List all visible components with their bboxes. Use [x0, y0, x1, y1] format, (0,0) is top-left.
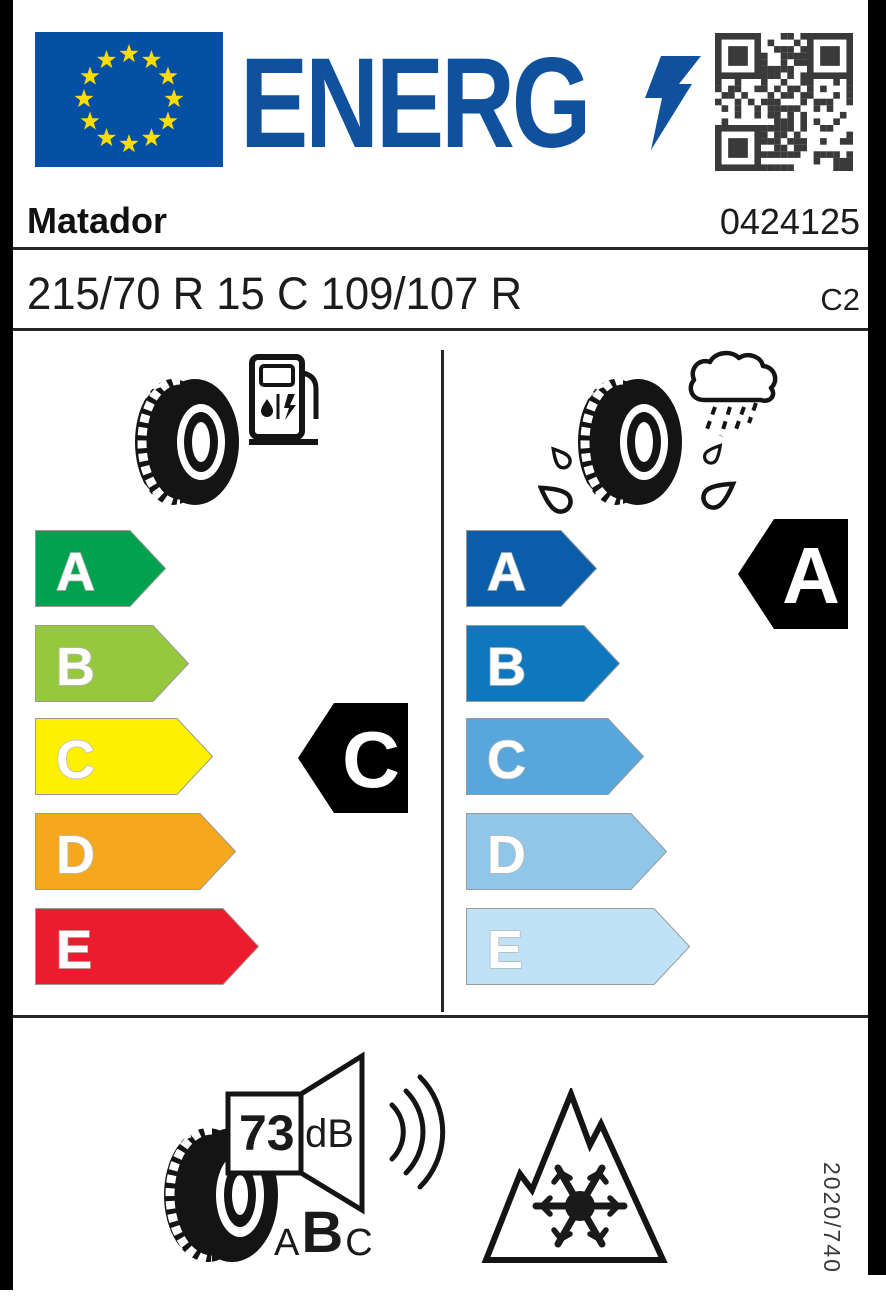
regulation-number: 2020/740	[819, 1162, 845, 1274]
fuel-grade-arrow-b	[35, 625, 189, 702]
wet-grade-label-c: C	[487, 730, 526, 790]
speaker-noise-icon	[225, 1050, 470, 1215]
fuel-rating-indicator	[297, 702, 409, 814]
wet-grade-arrow-d	[466, 813, 667, 890]
fuel-grade-label-a: A	[56, 542, 95, 602]
tire-icon	[133, 377, 240, 507]
noise-decibels: 73	[239, 1105, 295, 1161]
divider-bottom	[13, 1015, 868, 1018]
wet-rating-letter: A	[782, 531, 840, 620]
fuel-grade-label-d: D	[56, 825, 95, 885]
rain-cloud-icon	[682, 350, 782, 445]
lightning-bolt-icon	[645, 56, 702, 150]
snowflake-mountain-icon	[480, 1088, 670, 1266]
divider-center-vertical	[441, 350, 444, 1012]
noise-class-b-rated: B	[301, 1200, 344, 1265]
eu-flag-icon	[35, 32, 223, 167]
fuel-grade-arrow-d	[35, 813, 236, 890]
divider-top	[13, 247, 868, 250]
fuel-grade-arrow-a	[35, 530, 166, 607]
wet-grade-arrow-e	[466, 908, 690, 985]
brand-name: Matador	[27, 200, 168, 241]
frame-right	[868, 0, 886, 1275]
fuel-grade-arrow-c	[35, 718, 213, 795]
wet-grade-label-a: A	[487, 542, 526, 602]
fuel-rating-letter: C	[342, 715, 400, 804]
noise-class-c: C	[345, 1222, 373, 1264]
wet-grade-label-d: D	[487, 825, 526, 885]
wet-grade-label-b: B	[487, 637, 526, 697]
tire-class: C2	[820, 282, 860, 317]
noise-unit: dB	[305, 1112, 354, 1156]
noise-class-a: A	[274, 1222, 300, 1264]
fuel-grade-arrow-e	[35, 908, 259, 985]
wet-grade-label-e: E	[487, 920, 524, 980]
energ-logo-text: ENERG	[240, 32, 589, 175]
fuel-grade-label-e: E	[56, 920, 93, 980]
divider-size	[13, 328, 868, 331]
noise-class-scale	[274, 1200, 373, 1265]
tire-size: 215/70 R 15 C 109/107 R	[27, 268, 523, 319]
qr-code	[715, 33, 853, 171]
wet-grade-arrow-b	[466, 625, 620, 702]
fuel-pump-icon	[248, 353, 320, 448]
wet-rating-indicator	[737, 518, 849, 630]
fuel-grade-label-b: B	[56, 637, 95, 697]
wet-grade-arrow-a	[466, 530, 597, 607]
sound-waves-icon	[392, 1077, 443, 1187]
article-number: 0424125	[719, 201, 860, 242]
fuel-grade-label-c: C	[56, 730, 95, 790]
wet-grade-arrow-c	[466, 718, 644, 795]
frame-left	[0, 0, 13, 1290]
